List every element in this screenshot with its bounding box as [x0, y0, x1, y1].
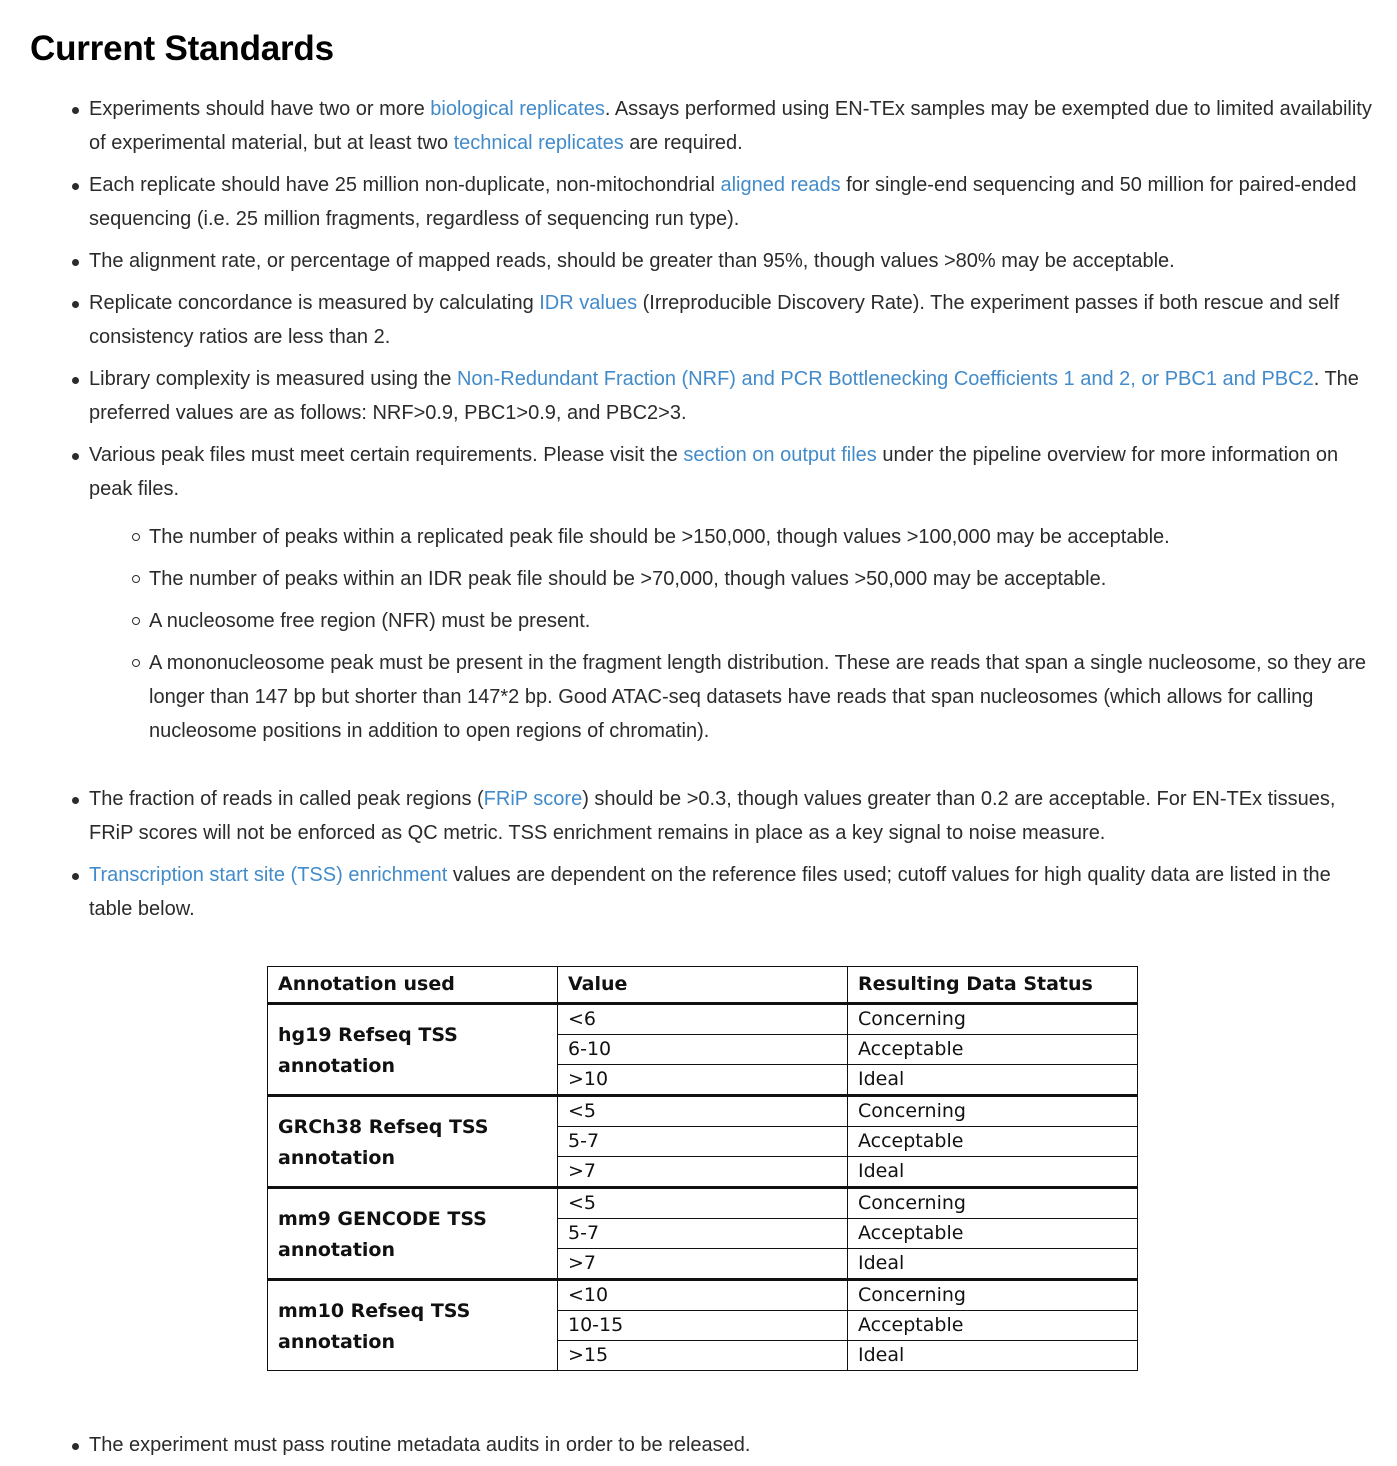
sub-list-item: The number of peaks within an IDR peak file should be >70,000, though values >50,000 may be acceptable.	[149, 562, 1379, 596]
list-item-text: Replicate concordance is measured by calculating	[89, 292, 540, 314]
value-cell: >15	[558, 1341, 848, 1371]
list-item-text: Various peak files must meet certain requirements. Please visit the	[89, 444, 684, 466]
sub-list-item: The number of peaks within a replicated peak file should be >150,000, though values >100,000 may be acceptable.	[149, 520, 1379, 554]
list-item	[89, 858, 1379, 926]
value-cell: 5-7	[558, 1127, 848, 1157]
list-item	[89, 782, 1379, 850]
list-item-text: . The preferred values are as follows: NRF>0.9, PBC1>0.9, and PBC2>3.	[89, 368, 1359, 424]
list-item	[89, 362, 1379, 430]
status-cell: Acceptable	[848, 1127, 1138, 1157]
list-item-text: (Irreproducible Discovery Rate). The experiment passes if both rescue and self consistency ratios are less than 2.	[89, 292, 1340, 348]
table-row	[268, 1280, 1138, 1311]
list-item-text: The fraction of reads in called peak regions (	[89, 788, 484, 810]
table-row	[268, 1004, 1138, 1035]
inline-link[interactable]: aligned reads	[720, 174, 841, 196]
inline-link[interactable]: FRiP score	[483, 788, 583, 810]
value-cell: 5-7	[558, 1219, 848, 1249]
annotation-cell: mm9 GENCODE TSS annotation	[268, 1188, 558, 1280]
annotation-cell: hg19 Refseq TSS annotation	[268, 1004, 558, 1096]
column-header-annotation: Annotation used	[268, 967, 558, 1004]
list-item-text: . Assays performed using EN-TEx samples may be exempted due to limited availability of experimental material, but at least two	[89, 98, 1372, 154]
value-cell: <6	[558, 1004, 848, 1035]
list-item	[89, 168, 1379, 236]
inline-link[interactable]: Transcription start site (TSS) enrichment	[89, 864, 448, 886]
table-body	[268, 1004, 1138, 1371]
spacer	[89, 756, 1379, 774]
list-item	[89, 438, 1379, 774]
value-cell: <5	[558, 1096, 848, 1127]
status-cell: Ideal	[848, 1341, 1138, 1371]
value-cell: 6-10	[558, 1035, 848, 1065]
page-title: Current Standards	[30, 29, 334, 68]
status-cell: Concerning	[848, 1096, 1138, 1127]
status-cell: Acceptable	[848, 1219, 1138, 1249]
list-item-text: The alignment rate, or percentage of mapped reads, should be greater than 95%, though values >80% may be acceptable.	[89, 250, 1175, 272]
list-item-text: ) should be >0.3, though values greater than 0.2 are acceptable. For EN-TEx tissues, FRiP scores will not be enforced as QC metric. TSS enrichment remains in place as a key signal to noise measure.	[89, 788, 1336, 844]
status-cell: Concerning	[848, 1188, 1138, 1219]
list-item	[89, 286, 1379, 354]
value-cell: >7	[558, 1157, 848, 1188]
list-item-text: values are dependent on the reference files used; cutoff values for high quality data are listed in the table below.	[89, 864, 1331, 920]
annotation-cell: GRCh38 Refseq TSS annotation	[268, 1096, 558, 1188]
value-cell: >7	[558, 1249, 848, 1280]
inline-link[interactable]: technical replicates	[453, 132, 624, 154]
annotation-cell: mm10 Refseq TSS annotation	[268, 1280, 558, 1371]
value-cell: <10	[558, 1280, 848, 1311]
peak-file-requirements-list	[89, 520, 1379, 748]
list-item	[89, 92, 1379, 160]
list-item-text: under the pipeline overview for more information on peak files.	[89, 444, 1339, 500]
inline-link[interactable]: IDR values	[539, 292, 638, 314]
status-cell: Concerning	[848, 1280, 1138, 1311]
sub-list-item: A nucleosome free region (NFR) must be present.	[149, 604, 1379, 638]
inline-link[interactable]: Non-Redundant Fraction (NRF) and PCR Bottlenecking Coefficients 1 and 2, or PBC1 and PBC2	[456, 368, 1314, 390]
column-header-value: Value	[558, 967, 848, 1004]
inline-link[interactable]: section on output files	[683, 444, 877, 466]
value-cell: <5	[558, 1188, 848, 1219]
standards-list	[30, 92, 1379, 934]
status-cell: Acceptable	[848, 1035, 1138, 1065]
status-cell: Ideal	[848, 1249, 1138, 1280]
table-header-row	[268, 967, 1138, 1004]
list-item-text: are required.	[623, 132, 743, 154]
column-header-status: Resulting Data Status	[848, 967, 1138, 1004]
list-item-text: Library complexity is measured using the	[89, 368, 457, 390]
table-row	[268, 1188, 1138, 1219]
value-cell: 10-15	[558, 1311, 848, 1341]
list-item	[89, 244, 1379, 278]
tss-enrichment-table	[267, 966, 1138, 1371]
value-cell: >10	[558, 1065, 848, 1096]
inline-link[interactable]: biological replicates	[430, 98, 605, 120]
list-item-text: Experiments should have two or more	[89, 98, 431, 120]
list-item-metadata-audits: The experiment must pass routine metadata audits in order to be released.	[89, 1428, 750, 1462]
list-item-text: Each replicate should have 25 million non-duplicate, non-mitochondrial	[89, 174, 721, 196]
tss-enrichment-table-container	[267, 966, 1138, 1371]
list-item-text: for single-end sequencing and 50 million for paired-ended sequencing (i.e. 25 million fragments, regardless of sequencing run type).	[89, 174, 1357, 230]
status-cell: Ideal	[848, 1157, 1138, 1188]
status-cell: Acceptable	[848, 1311, 1138, 1341]
sub-list-item: A mononucleosome peak must be present in the fragment length distribution. These are reads that span a single nucleosome, so they are longer than 147 bp but shorter than 147*2 bp. Good ATAC-seq datasets have reads that span nucleosomes (which allows for calling nucleosome positions in addition to open regions of chromatin).	[149, 646, 1379, 748]
table-row	[268, 1096, 1138, 1127]
status-cell: Ideal	[848, 1065, 1138, 1096]
status-cell: Concerning	[848, 1004, 1138, 1035]
